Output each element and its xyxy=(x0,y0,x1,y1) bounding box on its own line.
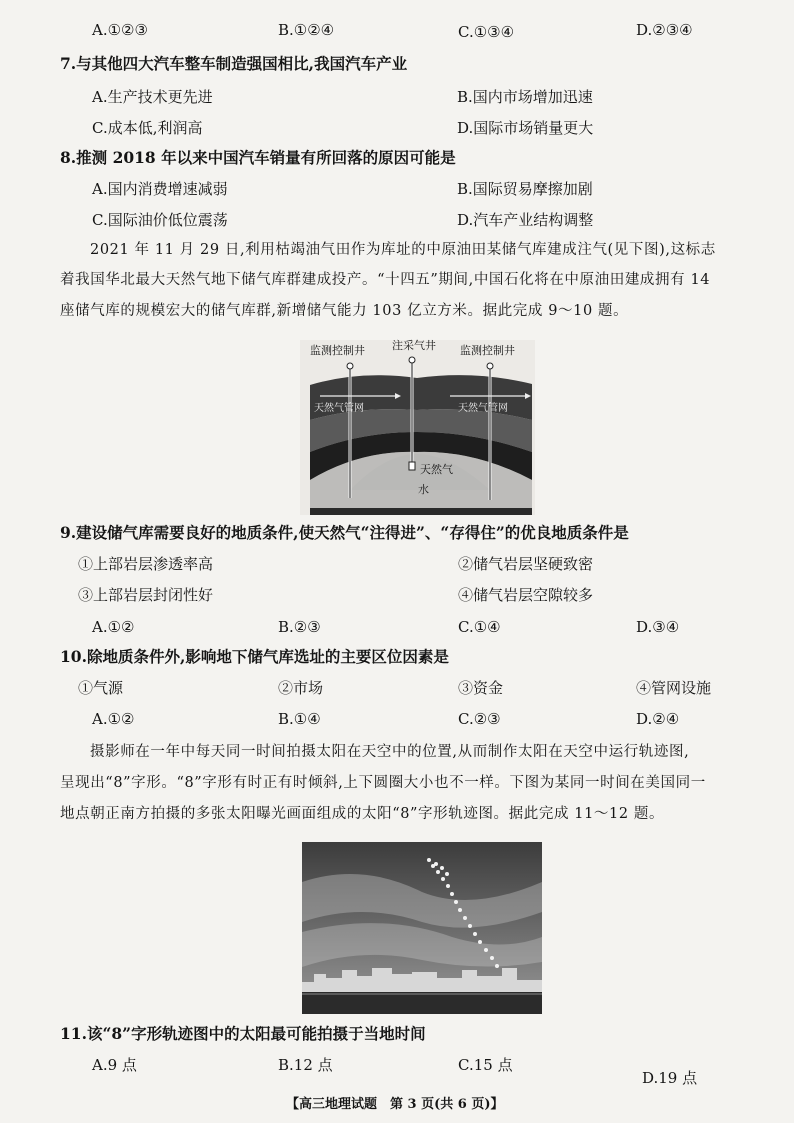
q10-stem: 10.除地质条件外,影响地下储气库选址的主要区位因素是 xyxy=(60,647,449,666)
q6-option-d: D.②③④ xyxy=(636,21,693,39)
q10-option-b: B.①④ xyxy=(278,710,321,728)
q10-option-d: D.②④ xyxy=(636,710,680,728)
q9-item-2: ②储气岩层坚硬致密 xyxy=(458,555,594,573)
pipe-right-label: 天然气管网 xyxy=(458,403,508,414)
q9-option-a: A.①② xyxy=(92,618,135,636)
passage2-line-2: 呈现出“8”字形。“8”字形有时正有时倾斜,上下圆圈大小也不一样。下图为某同一时间在美国同一 xyxy=(60,775,706,791)
q9-item-4: ④储气岩层空隙较多 xyxy=(458,586,594,604)
q8-option-b: B.国际贸易摩擦加剧 xyxy=(457,180,593,198)
q7-option-b: B.国内市场增加迅速 xyxy=(457,88,593,106)
q9-option-c: C.①④ xyxy=(458,618,501,636)
water-label: 水 xyxy=(418,483,429,496)
q10-item-2: ②市场 xyxy=(278,679,324,697)
q7-option-a: A.生产技术更先进 xyxy=(92,88,213,106)
q7-option-d: D.国际市场销量更大 xyxy=(457,119,594,137)
q9-option-d: D.③④ xyxy=(636,618,680,636)
q10-option-a: A.①② xyxy=(92,710,135,728)
pipe-left-label: 天然气管网 xyxy=(314,403,364,414)
q9-item-1: ①上部岩层渗透率高 xyxy=(78,555,214,573)
passage1-line-1: 2021 年 11 月 29 日,利用枯竭油气田作为库址的中原油田某储气库建成注气(见下图),这标志 xyxy=(90,242,716,258)
q9-option-b: B.②③ xyxy=(278,618,321,636)
q6-option-b: B.①②④ xyxy=(278,21,335,39)
q10-item-3: ③资金 xyxy=(458,679,504,697)
q11-option-c: C.15 点 xyxy=(458,1056,513,1074)
q9-item-3: ③上部岩层封闭性好 xyxy=(78,586,214,604)
passage2-line-1: 摄影师在一年中每天同一时间拍摄太阳在天空中的位置,从而制作太阳在天空中运行轨迹图, xyxy=(90,744,690,760)
q8-option-a: A.国内消费增速减弱 xyxy=(92,180,228,198)
q11-option-b: B.12 点 xyxy=(278,1056,333,1074)
well-right-label: 监测控制井 xyxy=(460,344,515,357)
page-footer: 【高三地理试题 第 3 页(共 6 页)】 xyxy=(286,1097,504,1112)
q9-stem: 9.建设储气库需要良好的地质条件,使天然气“注得进”、“存得住”的优良地质条件是 xyxy=(60,523,629,542)
q8-option-c: C.国际油价低位震荡 xyxy=(92,211,228,229)
q11-option-a: A.9 点 xyxy=(92,1056,137,1074)
gas-storage-diagram xyxy=(300,340,535,515)
q7-option-c: C.成本低,利润高 xyxy=(92,119,203,137)
passage1-line-3: 座储气库的规模宏大的储气库群,新增储气能力 103 亿立方米。据此完成 9～10 题。 xyxy=(60,303,629,319)
q11-stem: 11.该“8”字形轨迹图中的太阳最可能拍摄于当地时间 xyxy=(60,1024,426,1043)
well-left-label: 监测控制井 xyxy=(310,344,365,357)
q6-option-a: A.①②③ xyxy=(92,21,148,39)
passage1-line-2: 着我国华北最大天然气地下储气库群建成投产。“十四五”期间,中国石化将在中原油田建成拥有 14 xyxy=(60,272,711,288)
passage2-line-3: 地点朝正南方拍摄的多张太阳曝光画面组成的太阳“8”字形轨迹图。据此完成 11～12 题。 xyxy=(60,806,665,822)
q8-option-d: D.汽车产业结构调整 xyxy=(457,211,594,229)
q10-option-c: C.②③ xyxy=(458,710,501,728)
well-mid-label: 注采气井 xyxy=(392,339,436,352)
q11-option-d: D.19 点 xyxy=(642,1069,698,1087)
q8-stem: 8.推测 2018 年以来中国汽车销量有所回落的原因可能是 xyxy=(60,148,456,167)
q10-item-1: ①气源 xyxy=(78,679,124,697)
q7-stem: 7.与其他四大汽车整车制造强国相比,我国汽车产业 xyxy=(60,54,408,73)
q6-option-c: C.①③④ xyxy=(458,23,515,41)
analemma-photo xyxy=(302,842,542,1014)
gas-label: 天然气 xyxy=(420,463,453,476)
q10-item-4: ④管网设施 xyxy=(636,679,712,697)
